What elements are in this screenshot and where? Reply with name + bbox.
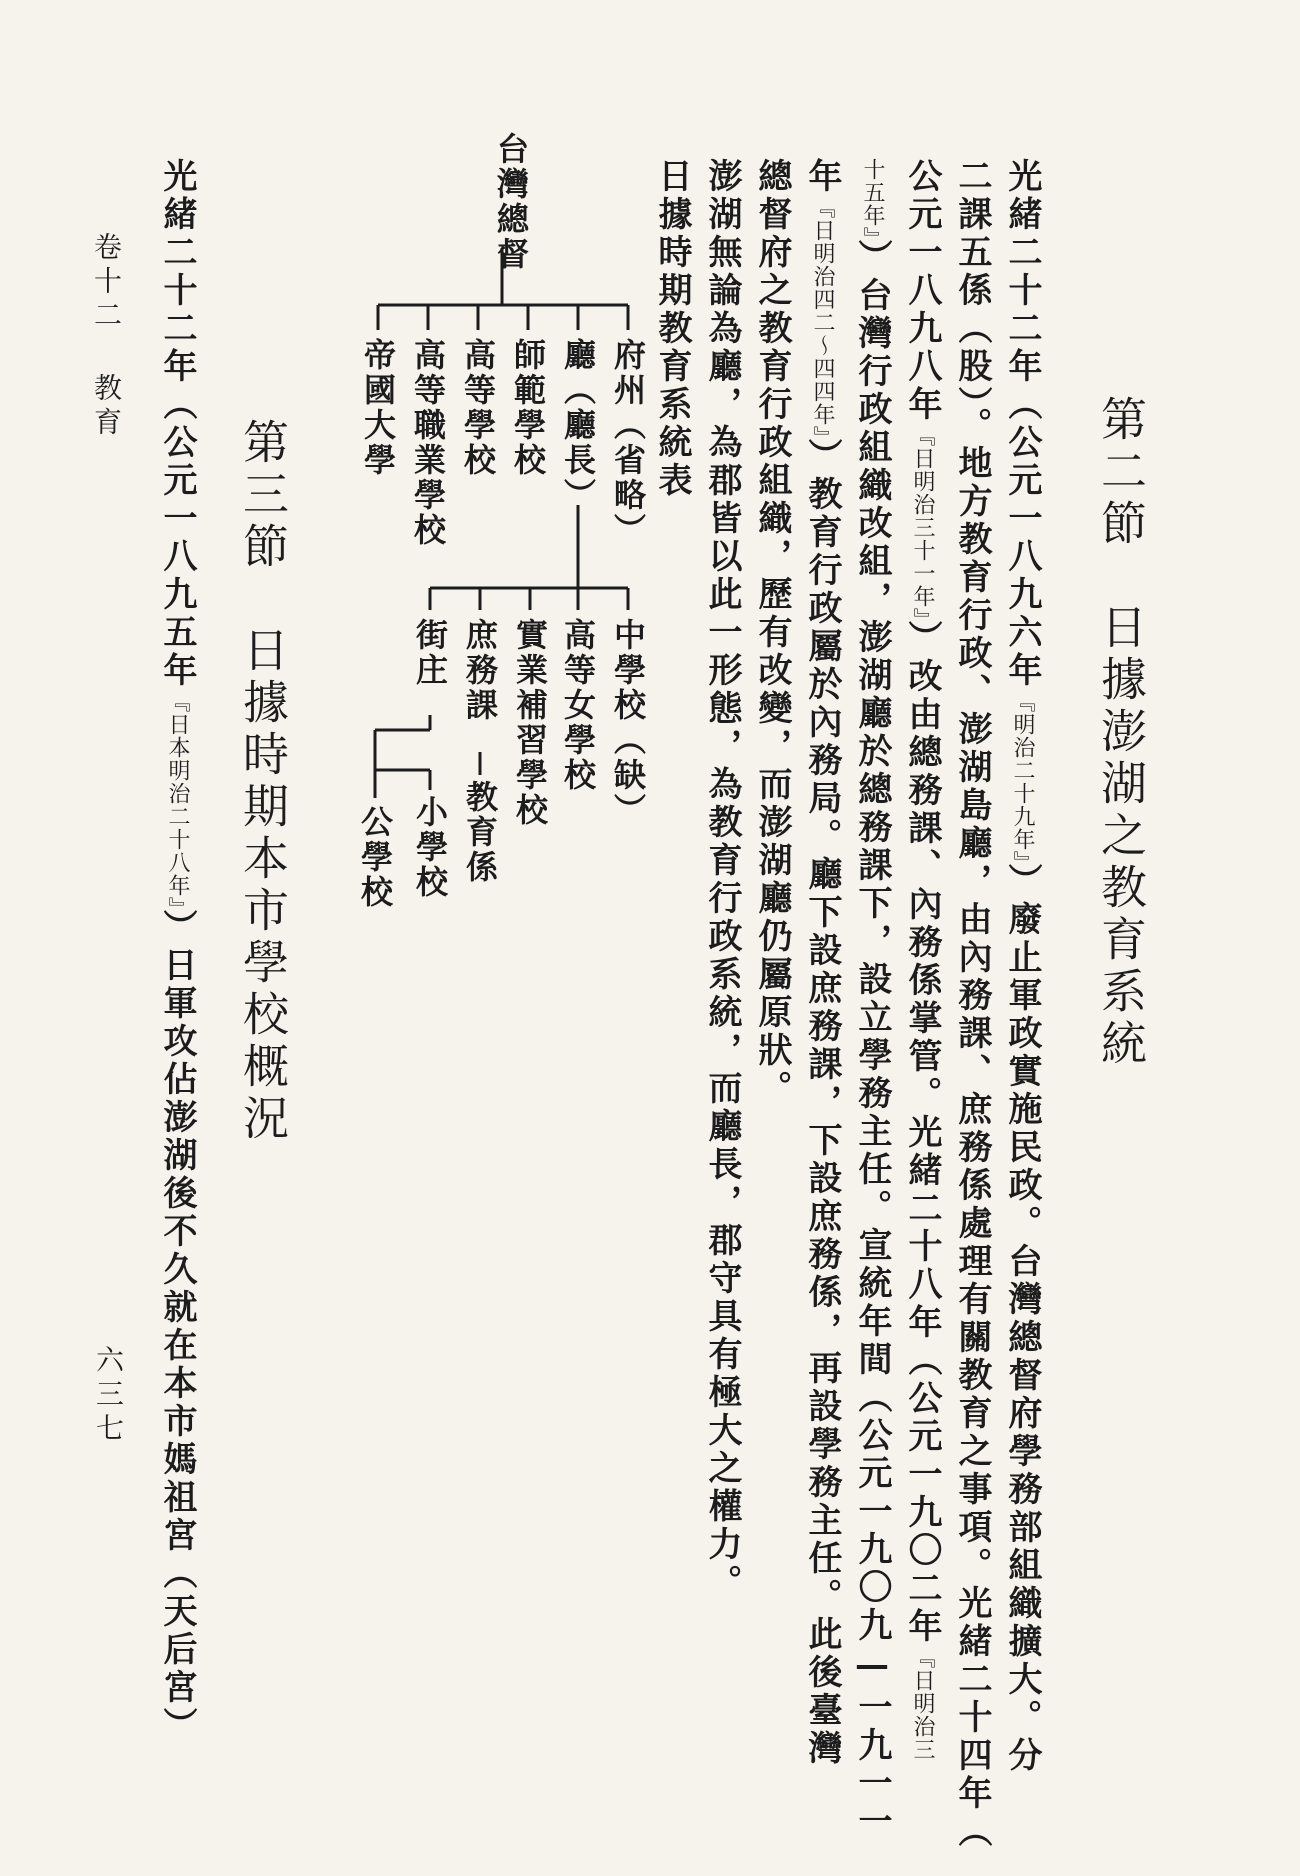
section-3-heading: 第三節 日據時期本市學校概況 [236,418,290,1146]
page-number: 六三七 [92,1345,125,1447]
chart-branch-ting: 廳（廳長） [559,338,597,513]
chart-ting-girls-high-school: 高等女學校 [559,618,597,793]
chart-ting-middle-school: 中學校（缺） [609,618,647,828]
section-2-text-segment: ）台灣行政組織改組，澎湖廳於總務課下，設立學務主任。宣統年間（公元一九〇九—一九一一 [852,239,892,1841]
section-2-text-segment: 十五年』 [860,158,885,239]
chart-public-school: 公學校 [356,805,394,910]
section-2-text-segment: 『日明治三 [910,1646,935,1761]
section-2-text-segment: 『日明治四二～四四年』 [810,196,835,438]
section-2-text-segment: 澎湖無論為廳，為郡皆以此一形態，為教育行政系統，而廳長，郡守具有極大之權力。 [702,158,742,1602]
section-3-column [157,158,197,1745]
section-2-text-segment: 總督府之教育行政組織，歷有改變，而澎湖廳仍屬原狀。 [752,158,792,1108]
section-2-text-segment: ）廢止軍政實施民政。台灣總督府學務部組織擴大。分 [1002,863,1042,1775]
chart-branch-prefecture: 府州（省略） [609,338,647,548]
section-2-heading: 第二節 日據澎湖之教育系統 [1094,395,1148,1071]
section-2-text-segment: 『明治二十九年』 [1010,690,1035,863]
chart-primary-school: 小學校 [411,795,449,900]
section-2-text-segment: 日據時期教育系統表 [652,158,692,500]
chart-branch-normal-school: 師範學校 [509,338,547,478]
chart-ting-jiezhuang: 街庄 [411,618,449,688]
volume-label: 卷十二 教育 [90,232,123,441]
section-3-text-segment: 光緒二十二年（公元一八九五年 [157,158,197,690]
section-2-text-segment: 公元一八九八年 [902,158,942,424]
section-3-text-segment: 『日本明治二十八年』 [165,690,190,909]
section-2-text-segment: 光緒二十二年（公元一八九六年 [1002,158,1042,690]
chart-ting-general-affairs: 庶務課 [461,618,499,723]
section-2-text-segment: 『日明治三十一年』 [910,424,935,620]
chart-ting-supplementary-school: 實業補習學校 [511,618,549,828]
section-2-text-segment: 二課五係（股）。地方教育行政、澎湖島廳，由內務課、庶務係處理有關教育之事項。光緒二十四年（ [952,158,992,1851]
section-2-text-segment: ）教育行政屬於內務局。廳下設庶務課，下設庶務係，再設學務主任。此後臺灣 [802,438,842,1768]
section-2-text-segment: ）改由總務課、內務係掌管。光緒二十八年（公元一九〇二年 [902,620,942,1646]
chart-root-governor-general: 台灣總督 [492,132,530,272]
chart-education-section: 教育係 [461,780,499,885]
chart-branch-high-school: 高等學校 [459,338,497,478]
chart-branch-vocational-school: 高等職業學校 [409,338,447,548]
section-2-text-segment: 年 [802,158,842,196]
section-3-text-segment: ）日軍攻佔澎湖後不久就在本市媽祖宮（天后宮） [157,909,197,1745]
chart-branch-imperial-university: 帝國大學 [359,338,397,478]
